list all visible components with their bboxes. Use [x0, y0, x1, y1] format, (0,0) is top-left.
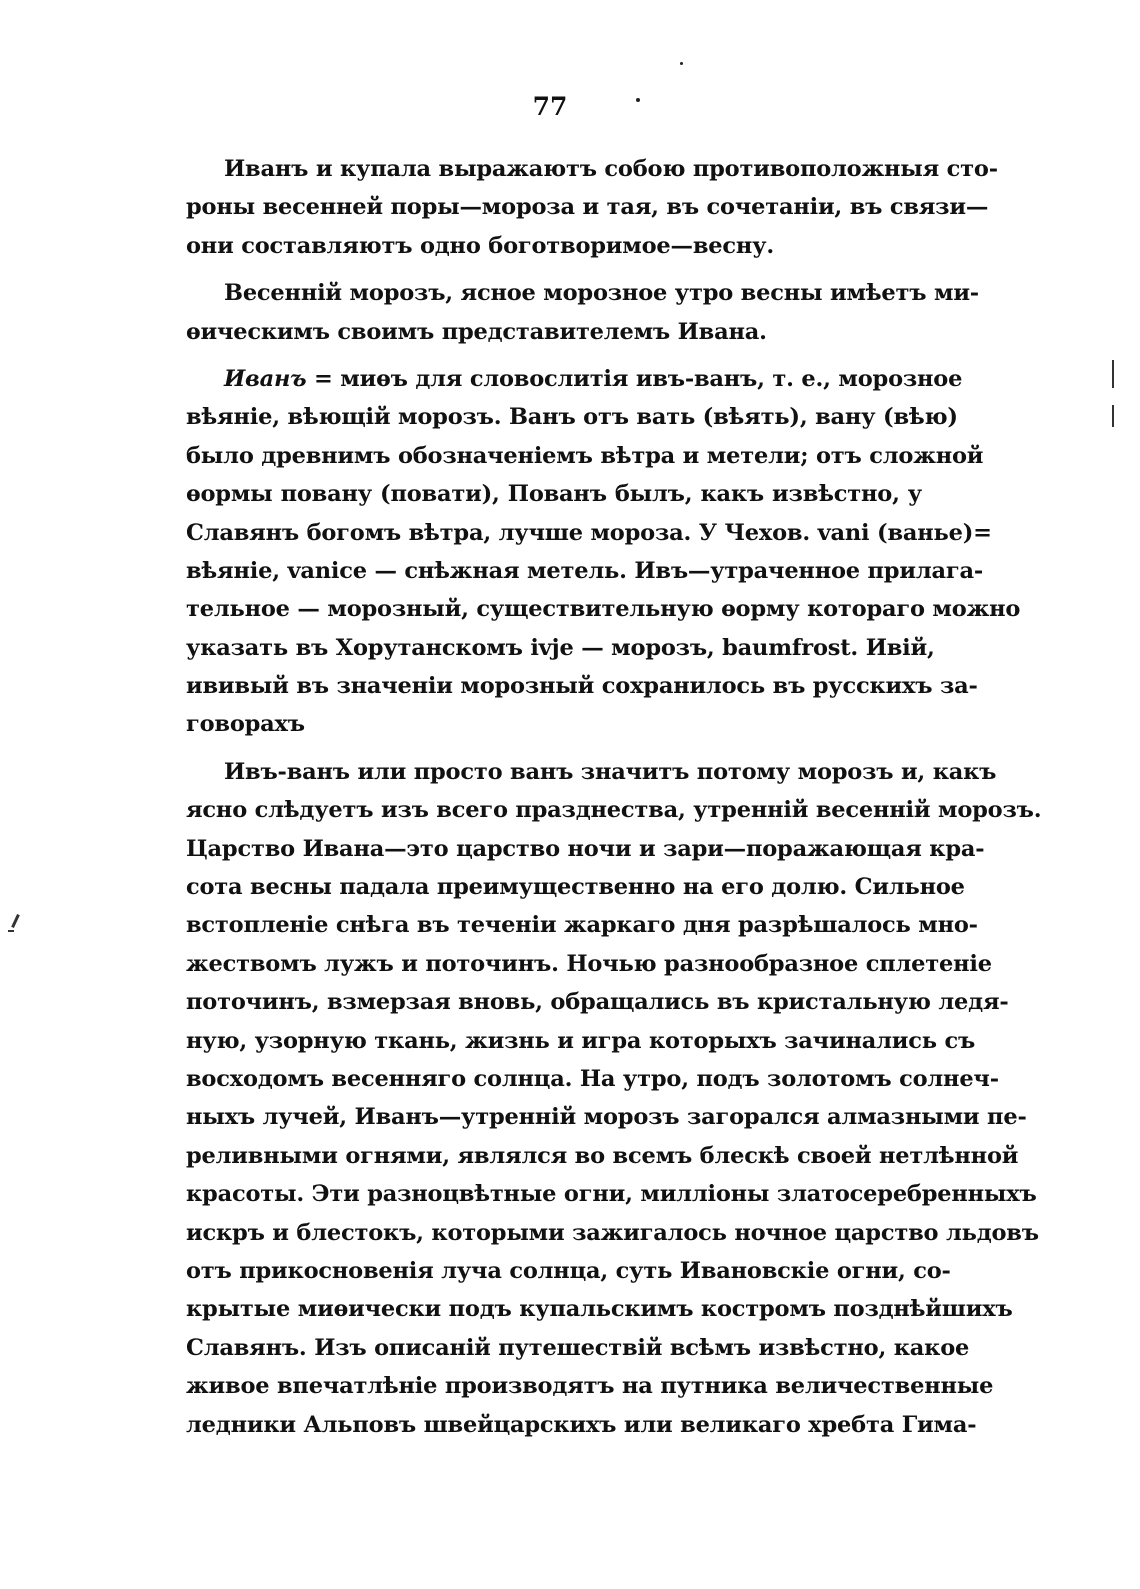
page-number: 77 [532, 92, 568, 121]
paragraph [186, 753, 1042, 1444]
text-line: ныхъ лучей, Иванъ—утренній морозъ загорался алмазными пе- [186, 1104, 1027, 1131]
text-line: Славянъ богомъ вѣтра, лучше мороза. У Чехов. vani (ваньe)= [186, 519, 992, 546]
text-line: ививый въ значеніи морозный сохранилось въ русскихъ за- [186, 673, 978, 700]
text-line: ную, узорную ткань, жизнь и игра которыхъ зачинались съ [186, 1027, 976, 1054]
text-line: отъ прикосновенія луча солнца, суть Ивановскіе огни, со- [186, 1257, 951, 1284]
text-line: жествомъ лужъ и поточинъ. Ночью разнообразное сплетеніе [186, 950, 992, 977]
text-line: ледники Альповъ швейцарскихъ или великаго хребта Гима- [186, 1411, 977, 1438]
text-line: ясно слѣдуетъ изъ всего празднества, утренній весенній морозъ. [186, 797, 1042, 824]
print-speck [636, 98, 640, 102]
text-line: они составляютъ одно боготворимое—весну. [186, 232, 774, 259]
text-line: говорахъ [186, 711, 305, 738]
text-line: искръ и блестокъ, которыми зажигалось ночное царство льдовъ [186, 1219, 1039, 1246]
paragraph [186, 150, 998, 265]
text-line: сота весны падала преимущественно на его долю. Сильное [186, 874, 965, 901]
text-line: ѳормы повану (повати), Пованъ былъ, какъ извѣстно, у [186, 481, 922, 508]
text-line: вѣяніе, вѣющій морозъ. Ванъ отъ вать (вѣять), вану (вѣю) [186, 404, 958, 431]
text-line [186, 360, 963, 398]
text-line: тельное — морозный, существительную ѳорму котораго можно [186, 596, 1021, 623]
emphasized-word: Иванъ [224, 365, 307, 392]
text-line-rest: = миѳъ для словослитія ивъ-ванъ, т. е., морозное [306, 365, 963, 392]
text-line: восходомъ весенняго солнца. На утро, подъ золотомъ солнеч- [186, 1065, 999, 1092]
text-line: красоты. Эти разноцвѣтные огни, милліоны златосеребренныхъ [186, 1181, 1037, 1208]
text-line: было древнимъ обозначеніемъ вѣтра и метели; отъ сложной [186, 442, 984, 469]
text-line: поточинъ, взмерзая вновь, обращались въ кристальную ледя- [186, 989, 1009, 1016]
margin-mark [1112, 405, 1114, 427]
paragraph [186, 360, 1021, 744]
text-line: крытые миѳически подъ купальскимъ костромъ позднѣйшихъ [186, 1296, 1013, 1323]
text-line: Славянъ. Изъ описаній путешествій всѣмъ извѣстно, какое [186, 1334, 970, 1361]
text-line: Ивъ-ванъ или просто ванъ значитъ потому морозъ и, какъ [224, 758, 997, 785]
text-line: Весенній морозъ, ясное морозное утро весны имѣетъ ми- [224, 280, 979, 307]
text-line: указать въ Хорутанскомъ ivje — морозъ, baumfrost. Ивій, [186, 634, 935, 661]
text-line: Иванъ и купала выражаютъ собою противоположныя сто- [224, 156, 998, 182]
text-line: встопленіе снѣга въ теченіи жаркаго дня разрѣшалось мно- [186, 912, 978, 939]
text-line: вѣяніе, vanice — снѣжная метель. Ивъ—утраченное прилага- [186, 557, 983, 584]
margin-mark [1112, 360, 1114, 388]
margin-mark [8, 930, 14, 932]
body-text [186, 150, 1042, 1444]
text-line: Царство Ивана—это царство ночи и зари—поражающая кра- [186, 835, 985, 862]
text-line: ѳическимъ своимъ представителемъ Ивана. [186, 318, 767, 345]
margin-mark [11, 914, 20, 928]
text-line: живое впечатлѣніе производятъ на путника величественные [186, 1373, 994, 1400]
text-line: роны весенней поры—мороза и тая, въ сочетаніи, въ связи— [186, 194, 989, 221]
paragraph [186, 274, 979, 351]
print-speck [680, 62, 683, 65]
text-line: реливными огнями, являлся во всемъ блескѣ своей нетлѣнной [186, 1142, 1019, 1169]
